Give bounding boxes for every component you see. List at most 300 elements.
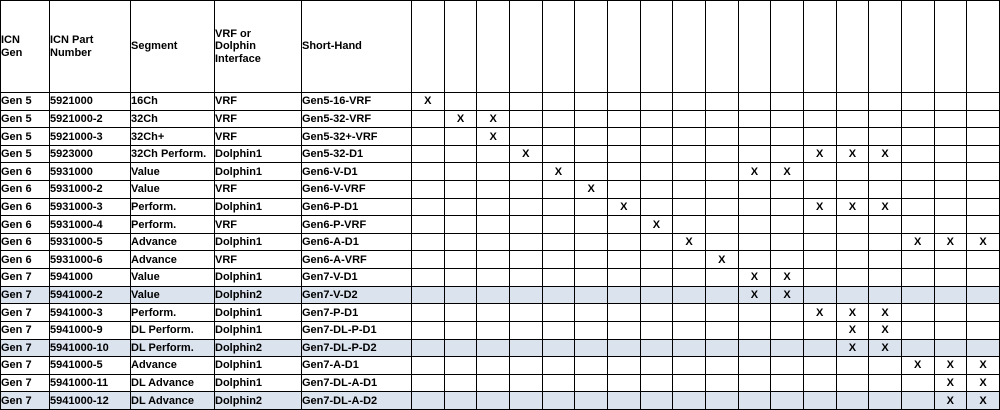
cell-mark [444,251,477,269]
cell-mark [673,321,706,339]
cell-mark [444,357,477,375]
cell-mark [444,339,477,357]
cell-mark [575,392,608,410]
cell-segment: Perform. [131,216,215,234]
column-header-gen6-a-d1 [673,1,706,93]
cell-mark [575,93,608,111]
cell-mark [640,286,673,304]
cell-mark: X [967,374,1000,392]
cell-part: 5941000-2 [50,286,131,304]
cell-interface: Dolphin1 [215,145,302,163]
table-row [1,339,1000,357]
cell-mark [607,339,640,357]
cell-interface: VRF [215,181,302,199]
cell-mark [934,304,967,322]
cell-shorthand: Gen7-A-D1 [302,357,412,375]
cell-mark [575,110,608,128]
cell-mark [444,181,477,199]
cell-shorthand: Gen5-32-VRF [302,110,412,128]
cell-mark [673,269,706,287]
cell-mark: X [869,145,902,163]
column-header-label: Gen7-A-D1 [911,35,924,92]
cell-mark: X [771,163,804,181]
cell-gen: Gen 7 [1,321,50,339]
cell-mark [575,198,608,216]
cell-mark [607,145,640,163]
cell-mark [607,93,640,111]
cell-mark [575,374,608,392]
cell-mark [836,163,869,181]
cell-mark [509,392,542,410]
cell-mark [412,181,445,199]
cell-mark [444,233,477,251]
column-header-gen7-dl-p-d1 [836,1,869,93]
cell-mark: X [901,233,934,251]
cell-mark [738,339,771,357]
table-row [1,198,1000,216]
cell-mark [869,251,902,269]
cell-part: 5921000 [50,93,131,111]
cell-interface: Dolphin1 [215,269,302,287]
cell-mark [705,233,738,251]
cell-mark [705,269,738,287]
cell-mark [412,392,445,410]
cell-mark [901,163,934,181]
cell-mark: X [967,233,1000,251]
cell-mark [901,198,934,216]
cell-mark [575,233,608,251]
cell-mark [803,286,836,304]
cell-mark [901,339,934,357]
cell-mark: X [738,269,771,287]
cell-mark [640,233,673,251]
cell-interface: Dolphin2 [215,339,302,357]
cell-interface: Dolphin1 [215,321,302,339]
cell-mark: X [412,93,445,111]
cell-mark [575,321,608,339]
cell-gen: Gen 7 [1,269,50,287]
cell-mark [477,233,510,251]
cell-segment: Perform. [131,304,215,322]
cell-mark [444,128,477,146]
cell-mark [509,216,542,234]
column-header-label: Gen7-P-D1 [813,36,826,92]
cell-mark [444,392,477,410]
cell-mark: X [803,198,836,216]
cell-mark [542,110,575,128]
cell-mark [640,374,673,392]
cell-mark: X [869,339,902,357]
header-segment: Segment [131,1,215,93]
cell-mark [673,145,706,163]
cell-mark [575,304,608,322]
cell-mark [967,339,1000,357]
cell-mark [738,181,771,199]
table-row [1,374,1000,392]
cell-part: 5941000-9 [50,321,131,339]
cell-mark [934,321,967,339]
cell-gen: Gen 6 [1,233,50,251]
cell-segment: Advance [131,357,215,375]
cell-mark [934,198,967,216]
cell-shorthand: Gen6-P-VRF [302,216,412,234]
cell-gen: Gen 7 [1,374,50,392]
cell-mark [901,181,934,199]
table-row [1,286,1000,304]
cell-segment: Value [131,269,215,287]
column-header-label: Gen7-DL-A-D2 [976,17,989,92]
cell-mark: X [934,392,967,410]
cell-mark [575,357,608,375]
cell-mark [901,216,934,234]
cell-mark [640,128,673,146]
cell-gen: Gen 6 [1,163,50,181]
header-row [1,1,1000,93]
cell-mark [967,128,1000,146]
cell-mark [901,392,934,410]
cell-shorthand: Gen6-P-D1 [302,198,412,216]
cell-part: 5931000-4 [50,216,131,234]
cell-mark [542,304,575,322]
cell-mark [542,128,575,146]
cell-mark: X [771,269,804,287]
cell-mark [607,233,640,251]
cell-part: 5931000-2 [50,181,131,199]
cell-mark [738,304,771,322]
cell-mark [607,216,640,234]
cell-segment: Value [131,181,215,199]
cell-shorthand: Gen5-32+-VRF [302,128,412,146]
cell-segment: DL Advance [131,374,215,392]
cell-part: 5941000-10 [50,339,131,357]
cell-mark [640,163,673,181]
cell-mark [607,163,640,181]
cell-mark [477,145,510,163]
cell-mark [509,93,542,111]
cell-mark [869,163,902,181]
cell-mark [836,374,869,392]
cell-mark: X [640,216,673,234]
cell-segment: 32Ch Perform. [131,145,215,163]
cell-mark [509,286,542,304]
cell-gen: Gen 5 [1,145,50,163]
cell-mark [738,110,771,128]
cell-part: 5931000 [50,163,131,181]
column-header-label: Gen7-V-D2 [780,36,793,92]
cell-mark [738,198,771,216]
cell-gen: Gen 7 [1,357,50,375]
column-header-gen5-16-vrf [412,1,445,93]
cell-mark [771,304,804,322]
cell-mark [803,110,836,128]
cell-mark: X [869,321,902,339]
column-header-label: Gen6-V-VRF [584,28,597,92]
cell-mark [412,269,445,287]
cell-mark [771,145,804,163]
cell-mark [967,198,1000,216]
cell-mark: X [836,321,869,339]
cell-mark [901,251,934,269]
cell-interface: Dolphin1 [215,374,302,392]
cell-mark [869,128,902,146]
header-shorthand: Short-Hand [302,1,412,93]
cell-mark [412,374,445,392]
cell-mark: X [673,233,706,251]
column-header-gen5-32+-vrf [477,1,510,93]
cell-mark [509,110,542,128]
cell-shorthand: Gen6-V-D1 [302,163,412,181]
cell-part: 5941000-12 [50,392,131,410]
cell-mark [509,181,542,199]
cell-mark [705,163,738,181]
cell-shorthand: Gen5-16-VRF [302,93,412,111]
cell-mark [901,304,934,322]
table-row [1,110,1000,128]
cell-interface: VRF [215,216,302,234]
cell-segment: Advance [131,233,215,251]
cell-mark [771,339,804,357]
cell-mark [836,128,869,146]
cell-mark [836,357,869,375]
cell-mark [640,339,673,357]
cell-interface: VRF [215,110,302,128]
cell-part: 5941000-5 [50,357,131,375]
cell-shorthand: Gen7-V-D2 [302,286,412,304]
column-header-gen7-v-d1 [738,1,771,93]
cell-mark [640,357,673,375]
column-header-gen6-v-vrf [575,1,608,93]
cell-mark [771,233,804,251]
cell-mark [575,251,608,269]
cell-segment: 16Ch [131,93,215,111]
cell-mark [803,163,836,181]
cell-gen: Gen 7 [1,304,50,322]
cell-mark [444,145,477,163]
cell-mark [673,198,706,216]
table-row [1,269,1000,287]
table-row [1,321,1000,339]
cell-mark [575,145,608,163]
column-header-gen5-32ch-d1 [509,1,542,93]
cell-mark [412,339,445,357]
cell-mark: X [869,198,902,216]
cell-mark [640,251,673,269]
cell-mark [640,198,673,216]
cell-mark [738,233,771,251]
column-header-label: Gen5-32-VRF [454,23,467,92]
cell-mark [477,339,510,357]
cell-mark [412,145,445,163]
cell-mark: X [771,286,804,304]
cell-gen: Gen 7 [1,339,50,357]
cell-mark [771,251,804,269]
cell-mark [542,251,575,269]
cell-mark [640,392,673,410]
cell-segment: DL Perform. [131,321,215,339]
cell-mark [738,321,771,339]
column-header-gen7-dl-a-d2 [967,1,1000,93]
cell-mark [803,128,836,146]
cell-mark [934,251,967,269]
column-header-label: Gen7-V-D1 [748,36,761,92]
cell-mark [509,269,542,287]
cell-mark [575,339,608,357]
cell-mark [607,286,640,304]
matrix-body [1,93,1000,410]
cell-mark [967,163,1000,181]
cell-interface: VRF [215,93,302,111]
cell-mark [901,374,934,392]
cell-mark [444,269,477,287]
cell-mark [738,128,771,146]
table-row [1,233,1000,251]
cell-mark [444,93,477,111]
cell-mark [412,198,445,216]
cell-mark [901,145,934,163]
cell-interface: VRF [215,251,302,269]
cell-mark [673,339,706,357]
cell-mark [673,286,706,304]
cell-part: 5941000-3 [50,304,131,322]
cell-interface: Dolphin1 [215,163,302,181]
cell-mark [705,216,738,234]
cell-shorthand: Gen5-32-D1 [302,145,412,163]
cell-mark [412,110,445,128]
cell-mark [967,93,1000,111]
header-gen: ICN Gen [1,1,50,93]
cell-mark: X [934,233,967,251]
cell-mark [803,251,836,269]
cell-shorthand: Gen6-A-D1 [302,233,412,251]
cell-mark [607,374,640,392]
table-row [1,392,1000,410]
cell-mark [803,339,836,357]
cell-mark [542,321,575,339]
cell-mark [901,321,934,339]
cell-mark [738,374,771,392]
cell-mark [640,93,673,111]
cell-mark [607,251,640,269]
cell-mark [869,357,902,375]
matrix-header [1,1,1000,93]
column-header-gen5-32-vrf [444,1,477,93]
cell-mark [575,286,608,304]
cell-mark [607,128,640,146]
cell-interface: Dolphin2 [215,392,302,410]
cell-mark [803,357,836,375]
cell-mark [673,216,706,234]
cell-segment: 32Ch [131,110,215,128]
column-header-gen6-p-vrf [640,1,673,93]
cell-mark [705,198,738,216]
cell-mark [967,216,1000,234]
column-header-label: Gen7-DL-P-D1 [846,17,859,92]
cell-part: 5941000-11 [50,374,131,392]
cell-mark: X [803,145,836,163]
cell-mark [542,392,575,410]
cell-mark: X [836,198,869,216]
cell-mark [869,216,902,234]
column-header-label: Gen6-A-VRF [715,27,728,92]
cell-mark [542,145,575,163]
cell-shorthand: Gen7-DL-P-D2 [302,339,412,357]
cell-mark [477,216,510,234]
cell-mark [673,374,706,392]
cell-mark [934,181,967,199]
cell-mark [771,374,804,392]
cell-mark [607,110,640,128]
cell-mark [738,145,771,163]
table-row [1,128,1000,146]
cell-mark [673,251,706,269]
cell-mark [477,181,510,199]
cell-mark [967,304,1000,322]
cell-mark [673,110,706,128]
cell-mark [444,198,477,216]
column-header-gen6-p-d1 [607,1,640,93]
cell-mark [412,163,445,181]
column-header-label: Gen5-32Ch-D1 [519,16,532,92]
cell-mark [738,93,771,111]
cell-mark [509,128,542,146]
cell-mark [705,128,738,146]
cell-mark [705,93,738,111]
cell-gen: Gen 5 [1,93,50,111]
cell-shorthand: Gen7-P-D1 [302,304,412,322]
cell-mark: X [705,251,738,269]
cell-mark [705,181,738,199]
cell-segment: DL Perform. [131,339,215,357]
cell-mark [738,216,771,234]
column-header-label: Gen5-32+-VRF [486,17,499,92]
cell-mark [869,374,902,392]
cell-mark [673,304,706,322]
cell-part: 5941000 [50,269,131,287]
cell-mark [803,233,836,251]
cell-mark [738,251,771,269]
cell-mark [836,233,869,251]
cell-segment: Value [131,163,215,181]
cell-mark [836,216,869,234]
cell-mark: X [934,374,967,392]
cell-mark: X [477,110,510,128]
cell-mark [542,357,575,375]
cell-mark [607,304,640,322]
cell-mark: X [542,163,575,181]
cell-mark [444,286,477,304]
table-row [1,93,1000,111]
cell-mark [542,374,575,392]
column-header-label: Gen6-P-D1 [617,36,630,92]
cell-mark [509,163,542,181]
cell-mark [771,392,804,410]
cell-mark [803,93,836,111]
column-header-gen7-dl-p-d2 [869,1,902,93]
cell-mark [934,93,967,111]
cell-mark: X [967,392,1000,410]
column-header-gen7-dl-a-d1 [934,1,967,93]
cell-mark: X [869,304,902,322]
cell-mark [542,93,575,111]
cell-mark [771,198,804,216]
cell-mark [477,163,510,181]
cell-mark [640,110,673,128]
cell-mark [412,357,445,375]
cell-mark [967,251,1000,269]
cell-mark: X [836,339,869,357]
cell-mark [412,304,445,322]
cell-mark [869,110,902,128]
